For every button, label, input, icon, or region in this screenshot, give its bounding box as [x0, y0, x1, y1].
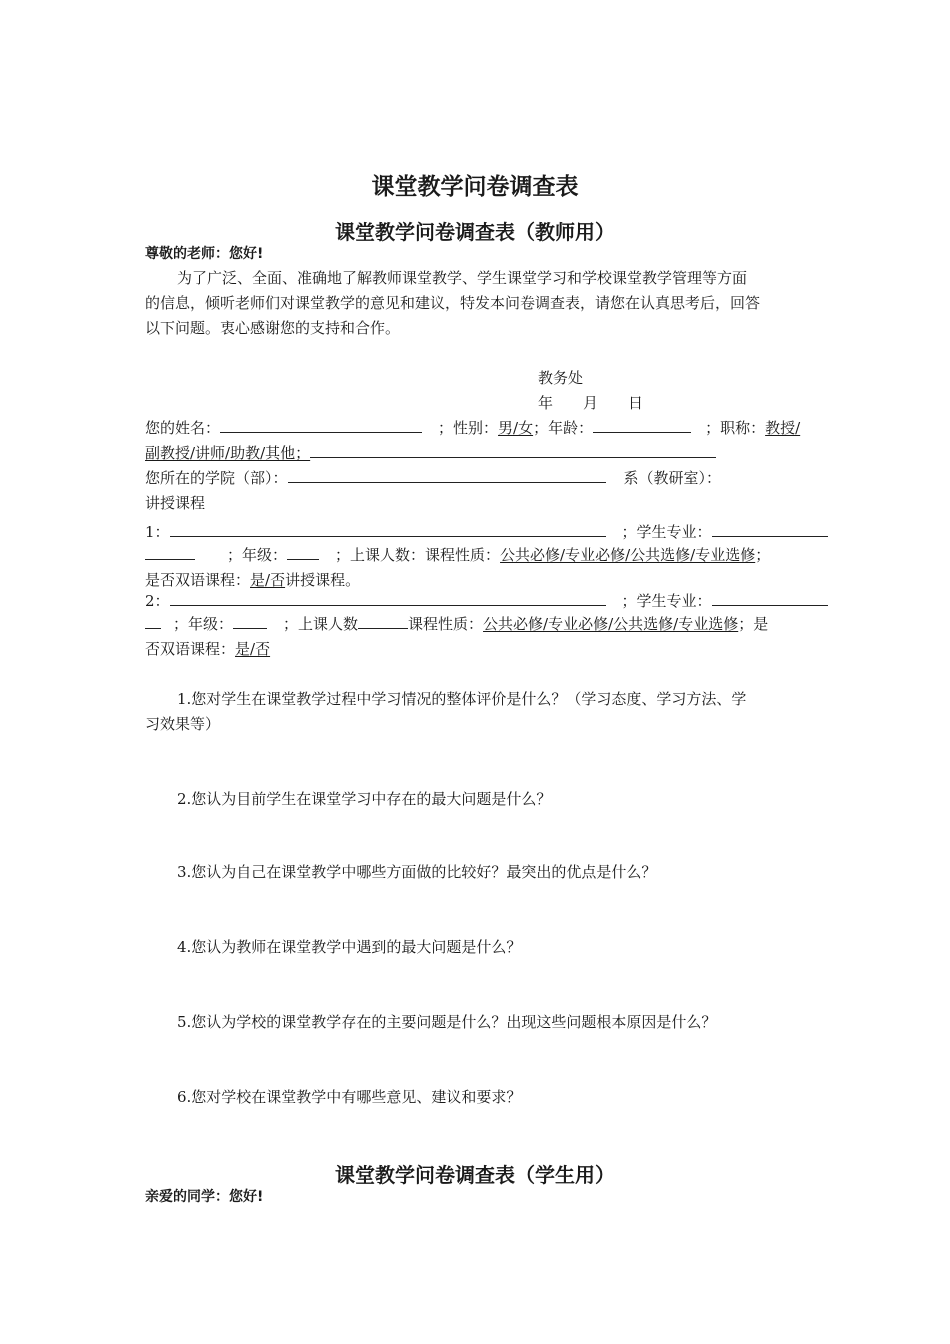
course-1-bilingual-options[interactable]: 是/否	[250, 571, 286, 589]
course-2-bilingual-label-a: 是	[753, 615, 769, 633]
date-day: 日	[628, 394, 644, 412]
office-signature: 教务处	[538, 369, 584, 387]
intro-line-3: 以下问题。衷心感谢您的支持和合作。	[145, 319, 401, 337]
title-label: ；职称：	[705, 419, 766, 437]
name-field[interactable]	[220, 418, 422, 433]
course-2-semicolon: ；	[738, 615, 754, 633]
title-other-field[interactable]	[310, 443, 716, 458]
course-1-grade-field[interactable]	[287, 545, 319, 560]
course-1-size-label: ；上课人数：	[335, 546, 426, 564]
course-2-nature-options[interactable]: 公共必修/专业必修/公共选修/专业选修	[483, 615, 739, 633]
course-2-major-field-cont[interactable]	[145, 614, 161, 629]
course-2-row-1	[145, 591, 828, 611]
course-1-prefix: 1：	[145, 523, 170, 541]
dept-label: 系（教研室）：	[623, 469, 722, 487]
personal-info-row	[145, 418, 800, 438]
course-2-row-2	[145, 614, 768, 634]
age-field[interactable]	[593, 418, 691, 433]
course-1-major-label: ；学生专业：	[621, 523, 712, 541]
courses-label: 讲授课程	[145, 494, 206, 512]
greeting: 尊敬的老师：您好!	[145, 246, 264, 262]
course-1-nature-label: 课程性质：	[425, 546, 501, 564]
course-2-size-field[interactable]	[358, 614, 408, 629]
document-title: 课堂教学问卷调查表	[371, 174, 579, 200]
title-options-part1[interactable]: 教授/	[765, 419, 801, 437]
gender-label: ；性别：	[438, 419, 499, 437]
college-row	[145, 468, 721, 488]
course-2-major-field[interactable]	[712, 591, 828, 606]
date-year: 年	[538, 394, 554, 412]
college-field[interactable]	[288, 468, 606, 483]
title-options-part2[interactable]: 副教授/讲师/助教/其他；	[145, 444, 311, 462]
age-label: ；年龄：	[533, 419, 594, 437]
intro-line-1: 为了广泛、全面、准确地了解教师课堂教学、学生课堂学习和学校课堂教学管理等方面	[177, 269, 748, 287]
course-1-grade-label: ；年级：	[227, 546, 288, 564]
course-1-major-field[interactable]	[712, 522, 828, 537]
course-2-nature-label: 课程性质：	[408, 615, 484, 633]
course-2-name-field[interactable]	[170, 591, 606, 606]
student-greeting: 亲爱的同学：您好!	[145, 1189, 264, 1205]
question-2: 2.您认为目前学生在课堂学习中存在的最大问题是什么？	[177, 790, 552, 808]
course-2-bilingual-options[interactable]: 是/否	[235, 640, 271, 658]
question-4: 4.您认为教师在课堂教学中遇到的最大问题是什么？	[177, 938, 522, 956]
gender-options[interactable]: 男/女	[498, 419, 534, 437]
course-1-major-field-cont[interactable]	[145, 545, 195, 560]
course-1-taught: 讲授课程。	[285, 571, 361, 589]
title-options-row	[145, 443, 716, 463]
course-2-size-label: ；上课人数	[283, 615, 359, 633]
question-5: 5.您认为学校的课堂教学存在的主要问题是什么？出现这些问题根本原因是什么？	[177, 1013, 717, 1031]
course-1-name-field[interactable]	[170, 522, 606, 537]
question-3: 3.您认为自己在课堂教学中哪些方面做的比较好？最突出的优点是什么？	[177, 863, 657, 881]
question-1-cont: 习效果等）	[145, 715, 221, 733]
course-1-bilingual-label: 是否双语课程：	[145, 571, 251, 589]
course-2-bilingual-label-b: 否双语课程：	[145, 640, 236, 658]
question-1: 1.您对学生在课堂教学过程中学习情况的整体评价是什么？（学习态度、学习方法、学	[177, 690, 747, 708]
college-label: 您所在的学院（部）：	[145, 469, 288, 487]
course-1-row-2	[145, 545, 770, 565]
course-1-row-3	[145, 570, 360, 590]
teacher-survey-title: 课堂教学问卷调查表（教师用）	[335, 220, 615, 244]
course-2-grade-field[interactable]	[233, 614, 267, 629]
intro-line-2: 的信息，倾听老师们对课堂教学的意见和建议，特发本问卷调查表，请您在认真思考后，回答	[145, 294, 761, 312]
student-survey-title: 课堂教学问卷调查表（学生用）	[335, 1163, 615, 1187]
course-2-row-3	[145, 639, 270, 659]
date-line	[538, 393, 643, 413]
course-1-row-1	[145, 522, 828, 542]
name-label: 您的姓名：	[145, 419, 221, 437]
course-2-grade-label: ；年级：	[173, 615, 234, 633]
course-2-major-label: ；学生专业：	[621, 592, 712, 610]
course-2-prefix: 2：	[145, 592, 170, 610]
date-month: 月	[583, 394, 599, 412]
course-1-nature-options[interactable]: 公共必修/专业必修/公共选修/专业选修	[500, 546, 756, 564]
question-6: 6.您对学校在课堂教学中有哪些意见、建议和要求？	[177, 1088, 522, 1106]
course-1-semicolon: ；	[755, 546, 771, 564]
